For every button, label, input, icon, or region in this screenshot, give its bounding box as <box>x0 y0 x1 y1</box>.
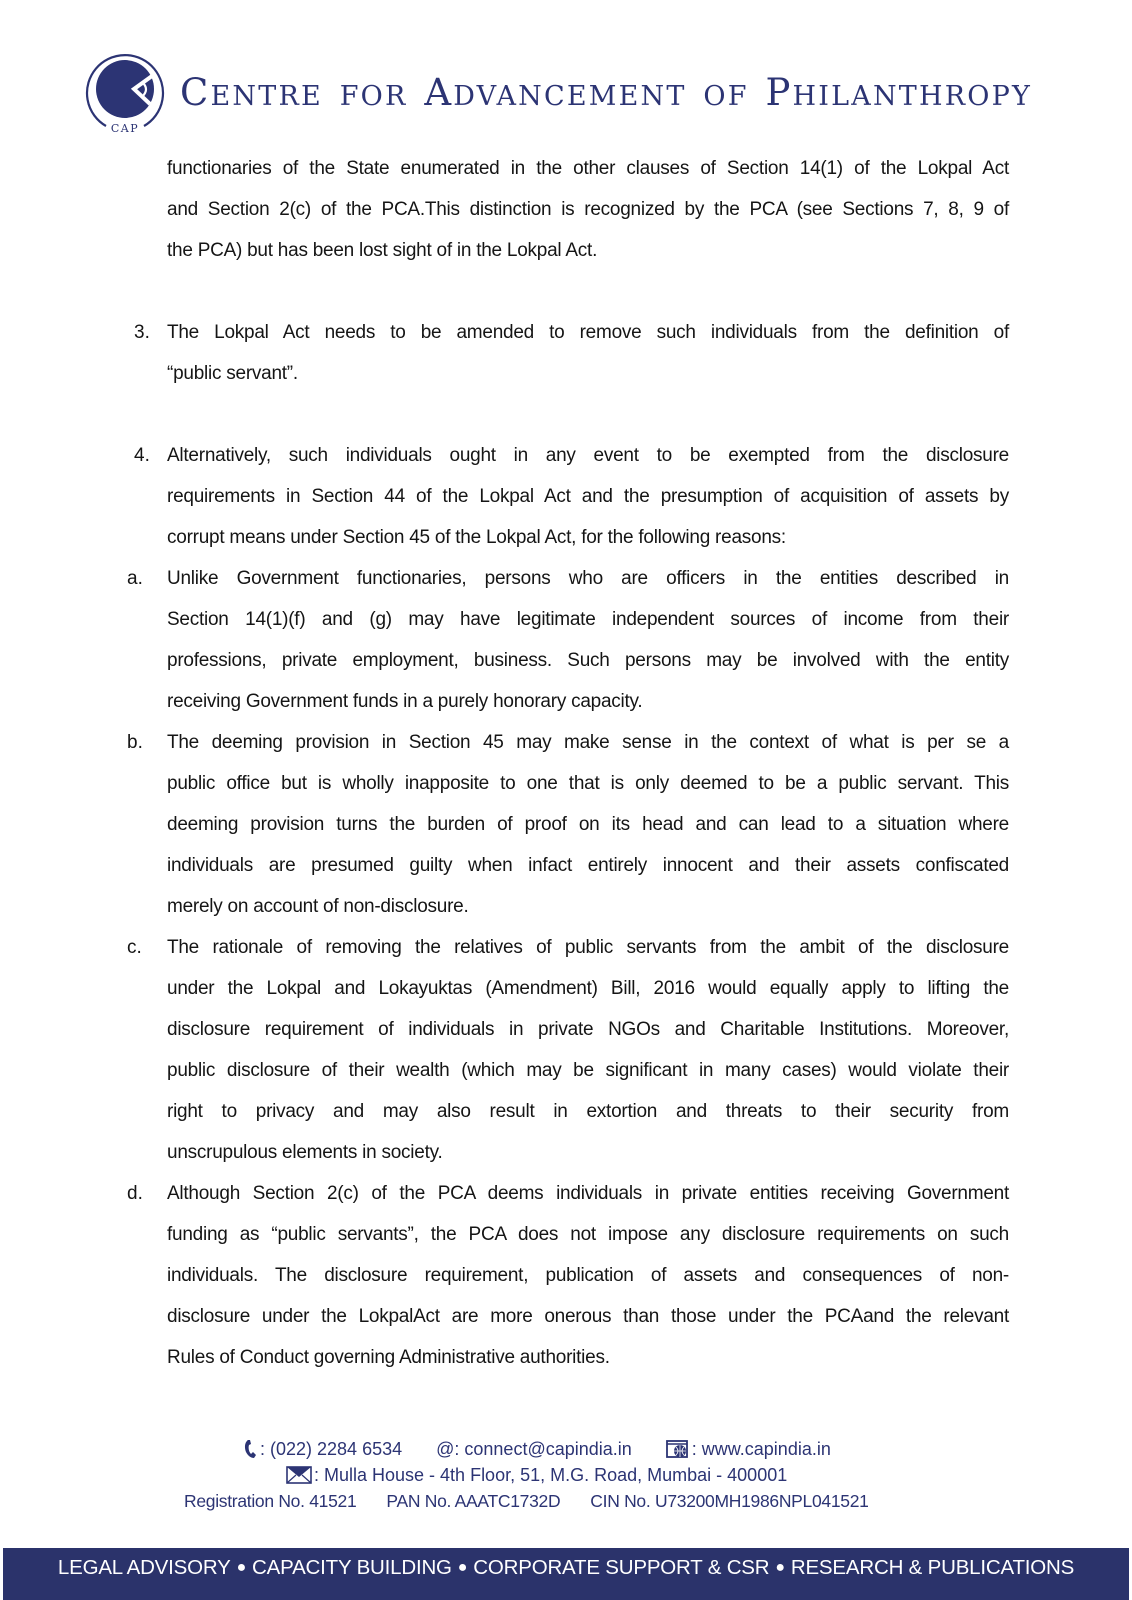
list-marker: b. <box>127 732 143 753</box>
text-line: receiving Government funds in a purely honorary capacity. <box>167 691 643 712</box>
text-line: Unlike Government functionaries, persons who are officers in the entities described in <box>167 568 1009 589</box>
phone-number: : (022) 2284 6534 <box>260 1439 403 1459</box>
svg-text:CAP: CAP <box>110 122 140 134</box>
text-line: disclosure requirement of individuals in private NGOs and Charitable Institutions. Moreover, <box>167 1019 1009 1040</box>
letterhead <box>84 52 1064 142</box>
text-line: Section 14(1)(f) and (g) may have legitimate independent sources of income from their <box>167 609 1009 630</box>
service-corporate-support-csr: CORPORATE SUPPORT & CSR <box>473 1556 770 1579</box>
phone-icon <box>244 1439 258 1459</box>
registration-number: Registration No. 41521 <box>184 1491 357 1511</box>
text-line: public office but is wholly inapposite to one that is only deemed to be a public servant. This <box>167 773 1009 794</box>
service-research-publications: RESEARCH & PUBLICATIONS <box>790 1556 1075 1579</box>
bullet-separator: ● <box>457 1559 468 1576</box>
text-line: individuals are presumed guilty when infact entirely innocent and their assets confiscated <box>167 855 1009 876</box>
text-line: Although Section 2(c) of the PCA deems individuals in private entities receiving Government <box>167 1183 1009 1204</box>
text-line: disclosure under the LokpalAct are more onerous than those under the PCAand the relevant <box>167 1306 1009 1327</box>
text-line: professions, private employment, business. Such persons may be involved with the entity <box>167 650 1009 671</box>
services-band <box>3 1548 1129 1600</box>
text-line: under the Lokpal and Lokayuktas (Amendment) Bill, 2016 would equally apply to lifting the <box>167 978 1009 999</box>
cap-logo-icon <box>84 52 166 134</box>
pan-number: PAN No. AAATC1732D <box>386 1491 561 1511</box>
bullet-separator: ● <box>775 1559 785 1576</box>
email-address[interactable]: @: connect@capindia.in <box>436 1439 632 1459</box>
text-line: right to privacy and may also result in extortion and threats to their security from <box>167 1101 1009 1122</box>
text-line: unscrupulous elements in society. <box>167 1142 443 1163</box>
globe-window-icon <box>666 1439 690 1459</box>
cin-number: CIN No. U73200MH1986NPL041521 <box>590 1491 869 1511</box>
text-line: funding as “public servants”, the PCA does not impose any disclosure requirements on such <box>167 1224 1009 1245</box>
envelope-icon <box>286 1466 312 1484</box>
text-line: deeming provision turns the burden of proof on its head and can lead to a situation where <box>167 814 1009 835</box>
text-line: the PCA) but has been lost sight of in the Lokpal Act. <box>167 240 598 261</box>
text-line: The deeming provision in Section 45 may make sense in the context of what is per se a <box>167 732 1009 753</box>
text-line: The Lokpal Act needs to be amended to remove such individuals from the definition of <box>167 322 1009 343</box>
text-line: Alternatively, such individuals ought in any event to be exempted from the disclosure <box>167 445 1009 466</box>
text-line: functionaries of the State enumerated in the other clauses of Section 14(1) of the Lokpal Act <box>167 158 1009 179</box>
text-line: Rules of Conduct governing Administrative authorities. <box>167 1347 610 1368</box>
text-line: public disclosure of their wealth (which may be significant in many cases) would violate their <box>167 1060 1009 1081</box>
text-line: requirements in Section 44 of the Lokpal Act and the presumption of acquisition of assets by <box>167 486 1009 507</box>
text-line: merely on account of non-disclosure. <box>167 896 469 917</box>
bullet-separator: ● <box>236 1559 247 1576</box>
text-line: The rationale of removing the relatives of public servants from the ambit of the disclosure <box>167 937 1009 958</box>
list-marker: c. <box>127 937 142 958</box>
text-line: individuals. The disclosure requirement, publication of assets and consequences of non- <box>167 1265 1009 1286</box>
organization-name: CENTRE FOR ADVANCEMENT OF PHILANTHROPY <box>180 71 1033 114</box>
service-legal-advisory: LEGAL ADVISORY <box>57 1556 231 1579</box>
contact-row-address <box>286 1464 787 1486</box>
registration-row <box>184 1491 869 1512</box>
contact-row-primary <box>244 1438 831 1460</box>
text-line: and Section 2(c) of the PCA.This distinction is recognized by the PCA (see Sections 7, 8, 9 of <box>167 199 1009 220</box>
list-marker: 4. <box>134 445 150 466</box>
list-marker: d. <box>127 1183 143 1204</box>
website-link[interactable]: : www.capindia.in <box>691 1439 831 1459</box>
text-line: “public servant”. <box>167 363 298 384</box>
list-marker: 3. <box>134 322 150 343</box>
text-line: corrupt means under Section 45 of the Lokpal Act, for the following reasons: <box>167 527 786 548</box>
list-marker: a. <box>127 568 143 589</box>
service-capacity-building: CAPACITY BUILDING <box>252 1556 452 1579</box>
postal-address: : Mulla House - 4th Floor, 51, M.G. Road, Mumbai - 400001 <box>314 1465 788 1485</box>
